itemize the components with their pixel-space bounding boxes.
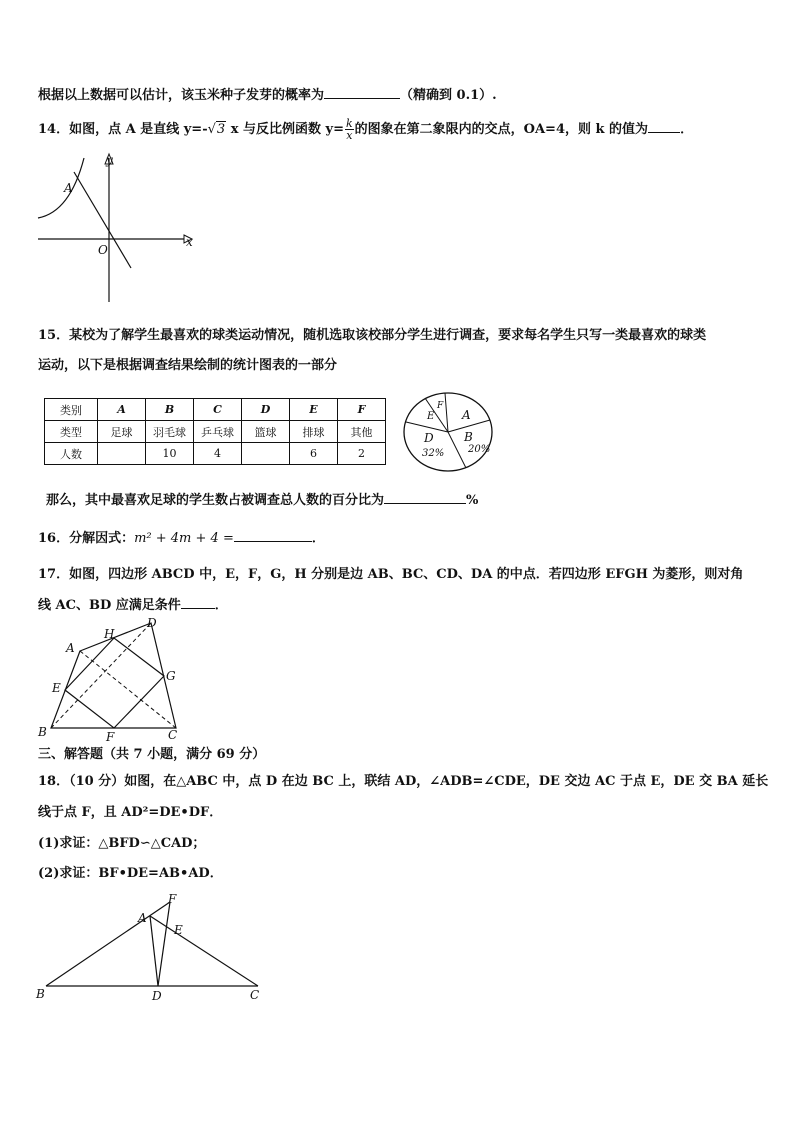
q17-line1: 17．如图，四边形 ABCD 中，E，F，G，H 分别是边 AB、BC、CD、DA 的中点．若四边形 EFGH 为菱形，则对角 xyxy=(38,567,744,582)
q13-text: 根据以上数据可以估计，该玉米种子发芽的概率为 xyxy=(38,88,325,103)
q18-part2: (2)求证：BF•DE=AB•AD． xyxy=(38,866,223,881)
diagonal-bd xyxy=(51,623,151,728)
section-3-heading: 三、解答题（共 7 小题，满分 69 分） xyxy=(38,747,266,762)
hyperbola-curve xyxy=(38,158,84,218)
q15-answer-blank[interactable] xyxy=(384,491,466,504)
q14-mid: x 与反比例函数 y= xyxy=(230,122,344,137)
q15-pie-chart xyxy=(400,388,500,478)
q17-line2: 线 AC、BD 应满足条件 ． xyxy=(38,598,228,613)
q16-text: 16．分解因式： xyxy=(38,531,135,546)
q16-answer-blank[interactable] xyxy=(234,529,312,542)
diagonal-ac xyxy=(80,651,176,728)
pie-label-f: F xyxy=(437,401,444,411)
q17-answer-blank[interactable] xyxy=(181,596,215,609)
q15-question: 那么，其中最喜欢足球的学生数占被调查总人数的百分比为 % xyxy=(46,493,479,508)
q13-tail-line xyxy=(38,84,497,103)
pie-label-a: A xyxy=(462,408,471,422)
q13-answer-blank[interactable] xyxy=(324,86,400,99)
q13-suffix: （精确到 0.1）. xyxy=(400,88,497,103)
label-e: E xyxy=(174,923,183,937)
table-row: 类别 A B C D E F xyxy=(45,399,386,421)
label-b: B xyxy=(38,725,47,739)
label-d: D xyxy=(147,616,157,630)
q17-figure xyxy=(36,614,196,744)
q15-line1: 15．某校为了解学生最喜欢的球类运动情况，随机选取该校部分学生进行调查，要求每名学生只写一类最喜欢的球类 xyxy=(38,328,707,343)
q14-number: 14．如图，点 A 是直线 y=- xyxy=(38,122,208,137)
label-x: x xyxy=(186,235,193,249)
pie-label-b: B xyxy=(464,430,473,444)
segment-df xyxy=(158,902,170,986)
q14-answer-blank[interactable] xyxy=(648,120,680,133)
q15-table xyxy=(44,398,386,465)
label-o: O xyxy=(98,243,108,257)
label-f: F xyxy=(168,892,177,906)
pie-pct-d: 32% xyxy=(422,448,445,459)
q18-part1: (1)求证：△BFD∽△CAD； xyxy=(38,836,206,851)
label-d: D xyxy=(152,989,162,1003)
label-a: A xyxy=(66,641,75,655)
label-b: B xyxy=(36,987,45,1001)
label-a: A xyxy=(138,911,147,925)
label-c: C xyxy=(168,728,178,742)
label-e: E xyxy=(52,681,61,695)
label-f: F xyxy=(106,730,115,744)
pie-divider xyxy=(445,393,448,432)
q14-figure xyxy=(36,150,196,305)
q18-line2: 线于点 F，且 AD²=DE•DF． xyxy=(38,805,223,820)
label-h: H xyxy=(104,627,115,641)
table-row: 人数 10 4 6 2 xyxy=(45,443,386,465)
q14-tail: 的图象在第二象限内的交点，OA=4，则 k 的值为 xyxy=(354,122,649,137)
q16-stem: 16．分解因式：m² + 4m + 4 = ． xyxy=(38,531,325,546)
q16-expression: m² + 4m + 4 = xyxy=(134,531,234,546)
q18-figure xyxy=(34,890,274,1005)
q14-sqrt: 3 xyxy=(216,122,226,137)
label-y: y xyxy=(106,153,113,167)
pie-label-e: E xyxy=(427,411,435,422)
q15-line2: 运动，以下是根据调查结果绘制的统计图表的一部分 xyxy=(38,358,338,373)
q18-line1: 18．（10 分）如图，在△ABC 中，点 D 在边 BC 上，联结 AD，∠ADB=∠CDE，DE 交边 AC 于点 E，DE 交 BA 延长 xyxy=(38,774,769,789)
label-a: A xyxy=(64,181,73,195)
label-g: G xyxy=(166,669,176,683)
segment-bf xyxy=(46,902,170,986)
pie-label-d: D xyxy=(424,431,434,445)
table-row: 类型 足球 羽毛球 乒乓球 篮球 排球 其他 xyxy=(45,421,386,443)
label-c: C xyxy=(250,988,260,1002)
q14-fraction: $\frac{k}{x}$ xyxy=(345,117,353,142)
pie-pct-b: 20% xyxy=(468,444,491,455)
q14-stem: 14．如图，点 A 是直线 y=-√3 x 与反比例函数 y= $\frac{k}{x}$ 的图象在第二象限内的交点，OA=4，则 k 的值为 ． xyxy=(38,117,694,142)
segment-ad xyxy=(150,916,158,986)
